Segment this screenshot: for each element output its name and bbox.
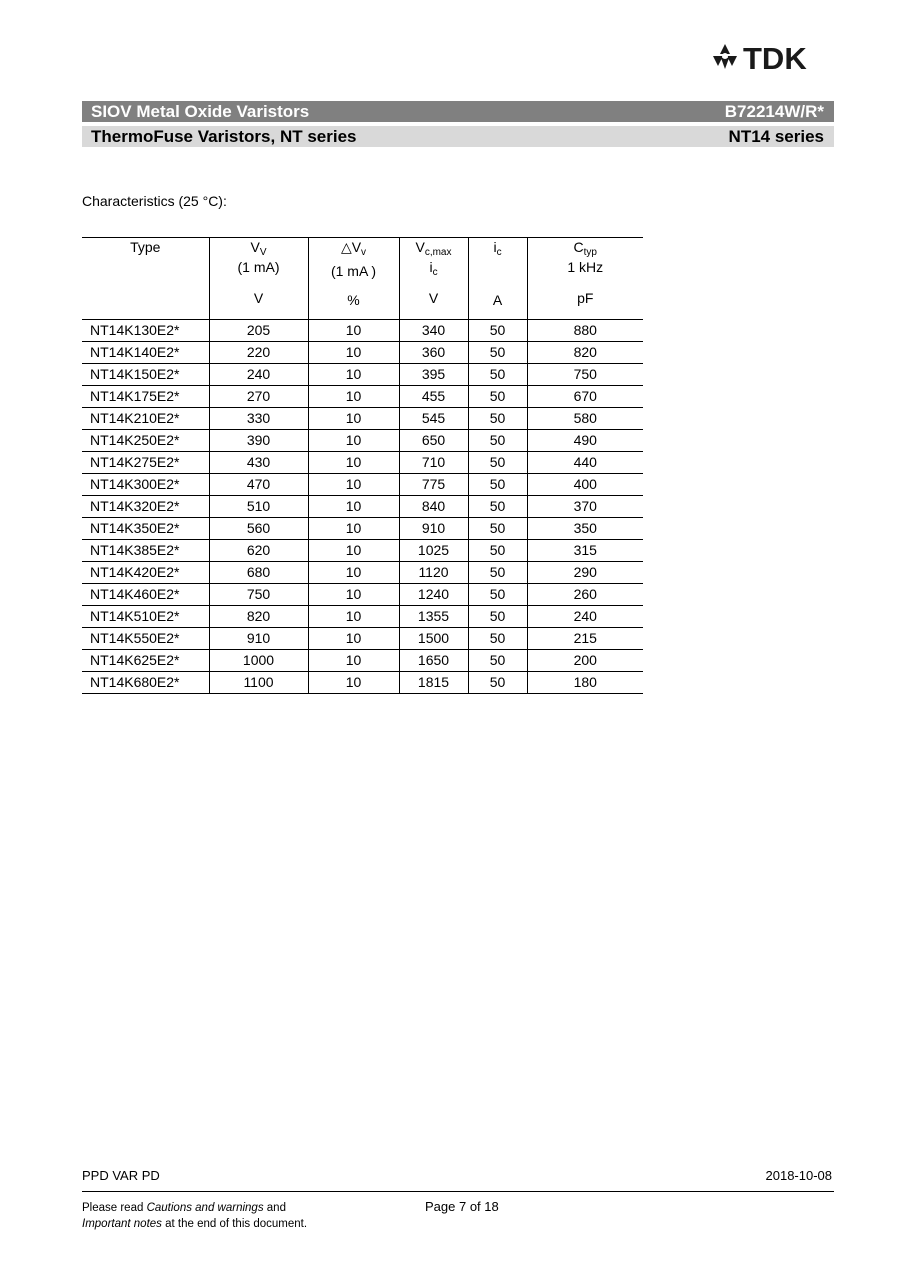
table-cell-value: 580 [527, 408, 643, 430]
table-row [82, 672, 643, 694]
table-cell-value: 1100 [209, 672, 308, 694]
table-cell-value: 490 [527, 430, 643, 452]
table-cell-type: NT14K130E2* [82, 320, 209, 342]
table-cell-value: 670 [527, 386, 643, 408]
table-cell-value: 910 [399, 518, 468, 540]
table-cell-value: 290 [527, 562, 643, 584]
table-cell-value: 260 [527, 584, 643, 606]
table-cell-value: 880 [527, 320, 643, 342]
table-cell-type: NT14K550E2* [82, 628, 209, 650]
table-cell-value: 315 [527, 540, 643, 562]
tdk-logo-mark [713, 44, 737, 69]
product-family: SIOV Metal Oxide Varistors [91, 102, 310, 121]
table-cell-value: 400 [527, 474, 643, 496]
table-cell-value: 390 [209, 430, 308, 452]
table-cell-value: 50 [468, 452, 527, 474]
table-cell-value: 1000 [209, 650, 308, 672]
table-cell-value: 650 [399, 430, 468, 452]
table-cell-value: 370 [527, 496, 643, 518]
table-cell-value: 775 [399, 474, 468, 496]
table-cell-type: NT14K275E2* [82, 452, 209, 474]
table-cell-value: 10 [308, 386, 399, 408]
table-cell-value: 470 [209, 474, 308, 496]
table-cell-value: 205 [209, 320, 308, 342]
table-cell-value: 50 [468, 408, 527, 430]
table-cell-value: 510 [209, 496, 308, 518]
table-cell-type: NT14K250E2* [82, 430, 209, 452]
table-cell-value: 200 [527, 650, 643, 672]
header-bar-secondary [82, 126, 834, 147]
table-cell-value: 50 [468, 650, 527, 672]
table-cell-value: 50 [468, 320, 527, 342]
table-cell-type: NT14K210E2* [82, 408, 209, 430]
table-cell-value: 560 [209, 518, 308, 540]
table-cell-value: 50 [468, 474, 527, 496]
table-cell-value: 50 [468, 430, 527, 452]
table-cell-value: 440 [527, 452, 643, 474]
table-row [82, 518, 643, 540]
table-cell-type: NT14K420E2* [82, 562, 209, 584]
table-cell-value: 620 [209, 540, 308, 562]
table-caption: Characteristics (25 °C): [82, 193, 227, 209]
table-cell-value: 50 [468, 364, 527, 386]
table-row [82, 562, 643, 584]
table-row [82, 408, 643, 430]
table-cell-value: 10 [308, 342, 399, 364]
product-line: ThermoFuse Varistors, NT series [91, 127, 357, 146]
table-cell-value: 50 [468, 562, 527, 584]
table-cell-value: 1240 [399, 584, 468, 606]
table-body [82, 320, 643, 694]
table-cell-value: 430 [209, 452, 308, 474]
table-cell-type: NT14K350E2* [82, 518, 209, 540]
footer-date: 2018-10-08 [765, 1168, 832, 1183]
table-cell-value: 1650 [399, 650, 468, 672]
table-row [82, 386, 643, 408]
table-cell-value: 350 [527, 518, 643, 540]
page-number: Page 7 of 18 [425, 1199, 499, 1214]
table-cell-value: 50 [468, 342, 527, 364]
footer-notice: Please read Cautions and warnings and Important notes at the end of this document. [82, 1202, 308, 1230]
table-cell-value: 270 [209, 386, 308, 408]
table-cell-value: 840 [399, 496, 468, 518]
table-cell-value: 50 [468, 672, 527, 694]
table-row [82, 430, 643, 452]
table-cell-value: 10 [308, 650, 399, 672]
table-cell-value: 545 [399, 408, 468, 430]
table-cell-value: 10 [308, 518, 399, 540]
table-cell-type: NT14K140E2* [82, 342, 209, 364]
table-cell-value: 215 [527, 628, 643, 650]
table-cell-value: 1120 [399, 562, 468, 584]
table-cell-value: 820 [527, 342, 643, 364]
table-row [82, 606, 643, 628]
table-cell-value: 750 [527, 364, 643, 386]
table-cell-value: 750 [209, 584, 308, 606]
table-cell-type: NT14K460E2* [82, 584, 209, 606]
table-cell-type: NT14K680E2* [82, 672, 209, 694]
table-cell-value: 1815 [399, 672, 468, 694]
table-cell-value: 10 [308, 540, 399, 562]
table-row [82, 496, 643, 518]
table-cell-value: 10 [308, 584, 399, 606]
header-current: $i_c$ A [468, 238, 527, 320]
table-row [82, 452, 643, 474]
table-cell-value: 1355 [399, 606, 468, 628]
table-row [82, 584, 643, 606]
table-cell-type: NT14K320E2* [82, 496, 209, 518]
footer-department: PPD VAR PD [82, 1168, 160, 1183]
table-row [82, 364, 643, 386]
table-cell-type: NT14K175E2* [82, 386, 209, 408]
table-cell-value: 360 [399, 342, 468, 364]
table-cell-type: NT14K300E2* [82, 474, 209, 496]
table-cell-value: 455 [399, 386, 468, 408]
table-cell-type: NT14K510E2* [82, 606, 209, 628]
table-cell-value: 10 [308, 672, 399, 694]
table-cell-value: 10 [308, 430, 399, 452]
table-cell-value: 50 [468, 628, 527, 650]
header-voltage-tolerance: $\triangle V_v$ (1 mA ) % [308, 238, 399, 320]
table-cell-value: 10 [308, 408, 399, 430]
table-cell-value: 710 [399, 452, 468, 474]
table-cell-type: NT14K625E2* [82, 650, 209, 672]
header-type-label: Type [130, 239, 161, 255]
footer-divider [82, 1191, 834, 1192]
table-cell-value: 180 [527, 672, 643, 694]
header-clamping-voltage: $V_{c,max}$ $i_c$ V [399, 238, 468, 320]
table-cell-value: 395 [399, 364, 468, 386]
table-cell-value: 50 [468, 518, 527, 540]
table-cell-value: 1025 [399, 540, 468, 562]
table-cell-value: 1500 [399, 628, 468, 650]
table-cell-value: 10 [308, 628, 399, 650]
series-label: NT14 series [728, 127, 824, 146]
table-row [82, 540, 643, 562]
table-cell-value: 680 [209, 562, 308, 584]
table-cell-type: NT14K150E2* [82, 364, 209, 386]
table-cell-value: 220 [209, 342, 308, 364]
table-cell-value: 10 [308, 496, 399, 518]
table-row [82, 628, 643, 650]
table-cell-value: 50 [468, 496, 527, 518]
table-cell-value: 240 [209, 364, 308, 386]
table-cell-value: 330 [209, 408, 308, 430]
part-number: B72214W/R* [724, 102, 824, 121]
header-capacitance: $C_{typ}$ 1 kHz pF [527, 238, 643, 320]
table-cell-value: 10 [308, 364, 399, 386]
table-cell-value: 820 [209, 606, 308, 628]
table-row [82, 320, 643, 342]
header-varistor-voltage: $V_V$ (1 mA) V [209, 238, 308, 320]
header-bar-primary [82, 101, 834, 122]
table-row [82, 342, 643, 364]
table-cell-value: 340 [399, 320, 468, 342]
tdk-logo [710, 42, 836, 72]
table-row [82, 650, 643, 672]
table-cell-value: 910 [209, 628, 308, 650]
table-cell-value: 50 [468, 584, 527, 606]
table-cell-value: 10 [308, 474, 399, 496]
table-cell-value: 10 [308, 452, 399, 474]
table-cell-value: 10 [308, 320, 399, 342]
table-cell-value: 10 [308, 562, 399, 584]
table-cell-value: 50 [468, 606, 527, 628]
table-cell-value: 10 [308, 606, 399, 628]
table-cell-value: 50 [468, 540, 527, 562]
table-row [82, 474, 643, 496]
table-cell-type: NT14K385E2* [82, 540, 209, 562]
table-cell-value: 50 [468, 386, 527, 408]
header-type [82, 238, 209, 320]
table-header-row [82, 238, 643, 320]
tdk-wordmark: TDK [743, 42, 807, 72]
table-cell-value: 240 [527, 606, 643, 628]
characteristics-table [82, 237, 643, 694]
